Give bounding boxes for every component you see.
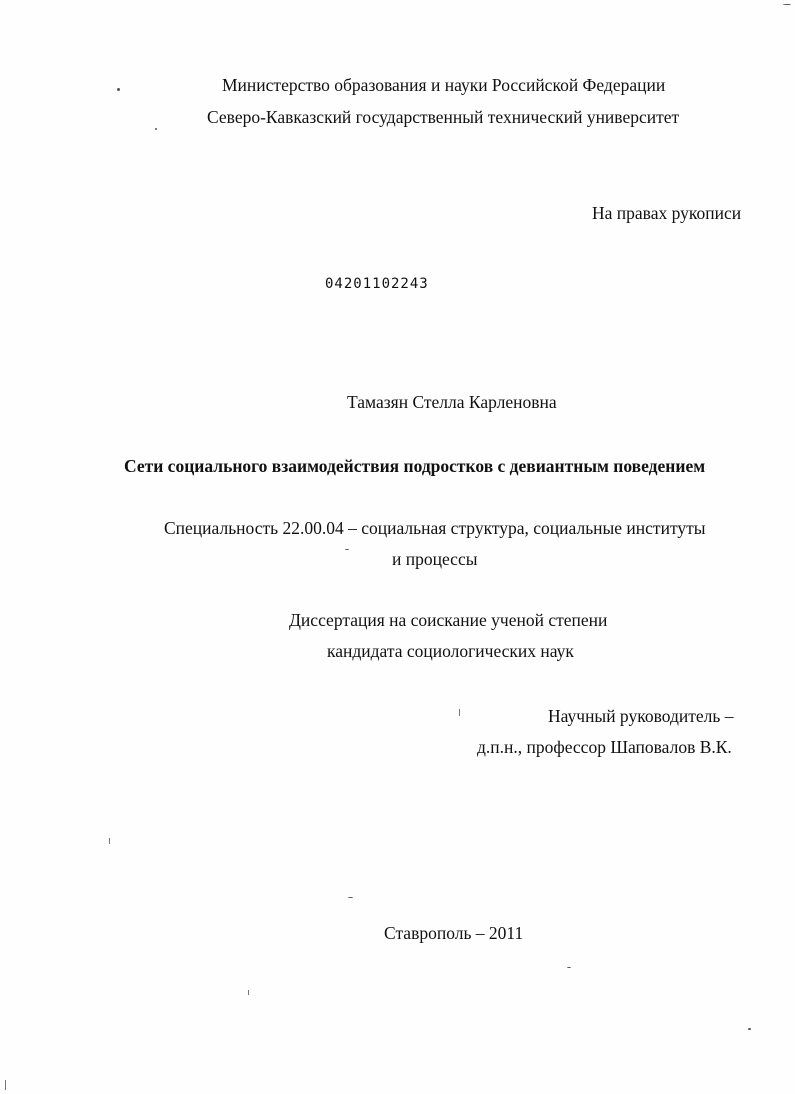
degree-line-2: кандидата социологических наук — [327, 641, 574, 661]
scan-speck — [155, 128, 157, 130]
scan-speck — [109, 838, 110, 844]
scan-speck — [5, 1080, 6, 1090]
ministry-heading: Министерство образования и науки Российской Федерации — [222, 75, 666, 95]
scan-speck — [748, 1028, 751, 1030]
supervisor-line-2: д.п.н., профессор Шаповалов В.К. — [477, 737, 732, 757]
scan-speck — [783, 4, 791, 5]
place-and-year: Ставрополь – 2011 — [384, 923, 524, 943]
specialty-line-2: и процессы — [392, 549, 478, 569]
degree-line-1: Диссертация на соискание ученой степени — [289, 610, 608, 630]
scan-speck — [567, 967, 571, 968]
author-name: Тамазян Стелла Карленовна — [347, 392, 557, 412]
university-heading: Северо-Кавказский государственный технический университет — [207, 107, 680, 127]
scan-speck — [348, 897, 353, 898]
scan-speck — [459, 709, 460, 716]
manuscript-note: На правах рукописи — [592, 203, 742, 223]
specialty-line-1: Специальность 22.00.04 – социальная структура, социальные институты — [164, 518, 706, 538]
dissertation-title: Сети социального взаимодействия подростков с девиантным поведением — [124, 456, 706, 476]
scan-speck — [345, 549, 349, 550]
scan-speck — [248, 990, 249, 995]
scan-speck — [117, 88, 120, 91]
registration-number: 04201102243 — [325, 276, 429, 292]
supervisor-line-1: Научный руководитель – — [548, 706, 734, 726]
